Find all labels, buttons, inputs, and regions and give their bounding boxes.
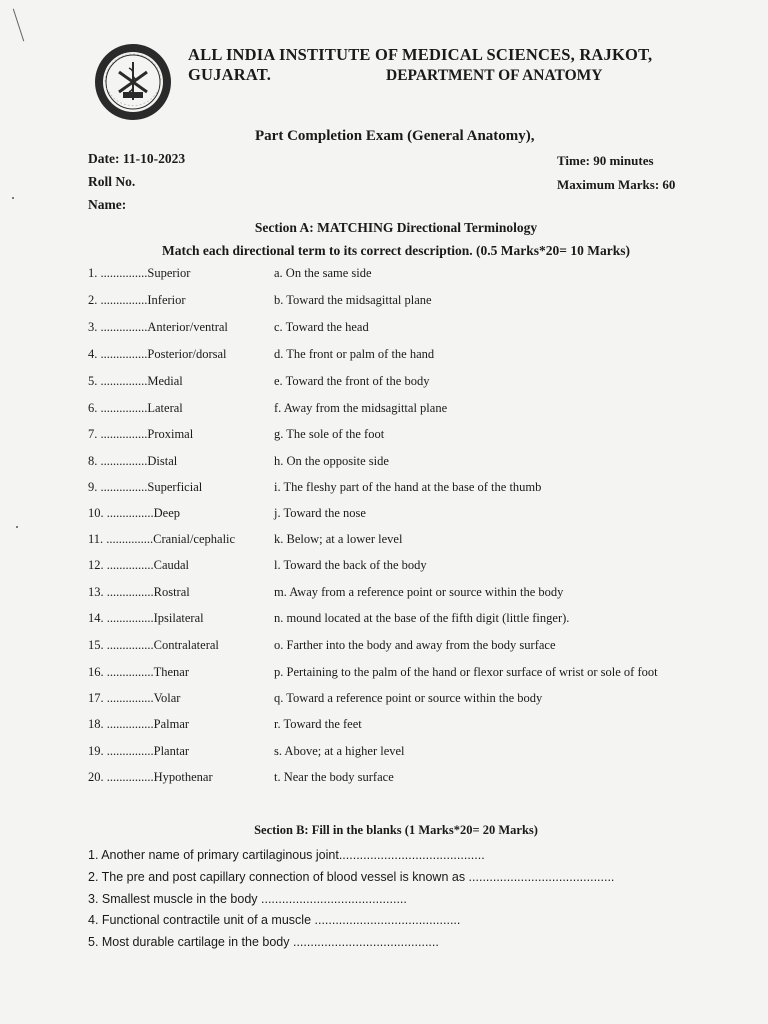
section-b-title: Section B: Fill in the blanks (1 Marks*20= 20 Marks)	[254, 823, 538, 837]
description-label: s. Above; at a higher level	[274, 744, 405, 758]
term-label: 17. ...............Volar	[88, 691, 181, 705]
fill-blank-question: 5. Most durable cartilage in the body ..........................................	[88, 935, 439, 949]
description-label: b. Toward the midsagittal plane	[274, 293, 432, 307]
matching-row	[0, 611, 768, 631]
matching-row	[0, 454, 768, 474]
aiims-logo-seal	[93, 42, 173, 122]
description-label: r. Toward the feet	[274, 717, 362, 731]
matching-row	[0, 532, 768, 552]
scan-speck	[16, 526, 18, 528]
fill-blank-question: 2. The pre and post capillary connection of blood vessel is known as ..........................................	[88, 870, 615, 884]
matching-row	[0, 585, 768, 605]
maximum-marks: Maximum Marks: 60	[557, 177, 676, 192]
matching-row	[0, 427, 768, 447]
description-label: h. On the opposite side	[274, 454, 389, 468]
description-label: k. Below; at a lower level	[274, 532, 403, 546]
matching-row	[0, 506, 768, 526]
term-label: 16. ...............Thenar	[88, 665, 190, 679]
matching-row	[0, 638, 768, 658]
fill-blank-question: 4. Functional contractile unit of a muscle ..........................................	[88, 913, 461, 927]
matching-row	[0, 717, 768, 737]
description-label: c. Toward the head	[274, 320, 369, 334]
section-a-instruction: Match each directional term to its correct description. (0.5 Marks*20= 10 Marks)	[162, 243, 630, 258]
matching-row	[0, 347, 768, 367]
term-label: 15. ...............Contralateral	[88, 638, 219, 652]
term-label: 6. ...............Lateral	[88, 401, 183, 415]
name-label: Name:	[88, 197, 127, 212]
description-label: i. The fleshy part of the hand at the base of the thumb	[274, 480, 542, 494]
description-label: g. The sole of the foot	[274, 427, 385, 441]
matching-row	[0, 320, 768, 340]
term-label: 1. ...............Superior	[88, 266, 191, 280]
description-label: t. Near the body surface	[274, 770, 394, 784]
term-label: 13. ...............Rostral	[88, 585, 190, 599]
department-name: DEPARTMENT OF ANATOMY	[386, 67, 603, 84]
fill-blank-question: 3. Smallest muscle in the body ..........................................	[88, 892, 407, 906]
term-label: 14. ...............Ipsilateral	[88, 611, 204, 625]
matching-row	[0, 401, 768, 421]
matching-row	[0, 744, 768, 764]
matching-row	[0, 665, 768, 685]
description-label: m. Away from a reference point or source within the body	[274, 585, 564, 599]
matching-row	[0, 293, 768, 313]
description-label: q. Toward a reference point or source within the body	[274, 691, 543, 705]
description-label: e. Toward the front of the body	[274, 374, 430, 388]
term-label: 3. ...............Anterior/ventral	[88, 320, 228, 334]
scan-mark	[13, 9, 24, 42]
fill-blank-question: 1. Another name of primary cartilaginous joint..........................................	[88, 848, 485, 862]
description-label: o. Farther into the body and away from the body surface	[274, 638, 556, 652]
matching-row	[0, 558, 768, 578]
term-label: 18. ...............Palmar	[88, 717, 190, 731]
scan-speck	[12, 197, 14, 199]
matching-row	[0, 266, 768, 286]
description-label: p. Pertaining to the palm of the hand or flexor surface of wrist or sole of foot	[274, 665, 658, 679]
section-a-title: Section A: MATCHING Directional Terminology	[254, 220, 538, 235]
description-label: f. Away from the midsagittal plane	[274, 401, 448, 415]
term-label: 19. ...............Plantar	[88, 744, 190, 758]
term-label: 4. ...............Posterior/dorsal	[88, 347, 227, 361]
term-label: 7. ...............Proximal	[88, 427, 194, 441]
matching-row	[0, 770, 768, 790]
term-label: 12. ...............Caudal	[88, 558, 190, 572]
institute-name: ALL INDIA INSTITUTE OF MEDICAL SCIENCES, RAJKOT, GUJARAT.	[188, 45, 653, 84]
description-label: a. On the same side	[274, 266, 372, 280]
description-label: n. mound located at the base of the fifth digit (little finger).	[274, 611, 570, 625]
matching-row	[0, 480, 768, 500]
matching-row	[0, 691, 768, 711]
term-label: 8. ...............Distal	[88, 454, 178, 468]
exam-time: Time: 90 minutes	[557, 153, 654, 168]
description-label: d. The front or palm of the hand	[274, 347, 435, 361]
matching-row	[0, 374, 768, 394]
term-label: 10. ...............Deep	[88, 506, 180, 520]
term-label: 5. ...............Medial	[88, 374, 183, 388]
term-label: 9. ...............Superficial	[88, 480, 203, 494]
term-label: 11. ...............Cranial/cephalic	[88, 532, 236, 546]
description-label: j. Toward the nose	[274, 506, 366, 520]
exam-title: Part Completion Exam (General Anatomy),	[255, 128, 535, 144]
description-label: l. Toward the back of the body	[274, 558, 427, 572]
exam-date: Date: 11-10-2023	[88, 151, 186, 166]
term-label: 2. ...............Inferior	[88, 293, 186, 307]
roll-no-label: Roll No.	[88, 174, 136, 189]
term-label: 20. ...............Hypothenar	[88, 770, 213, 784]
